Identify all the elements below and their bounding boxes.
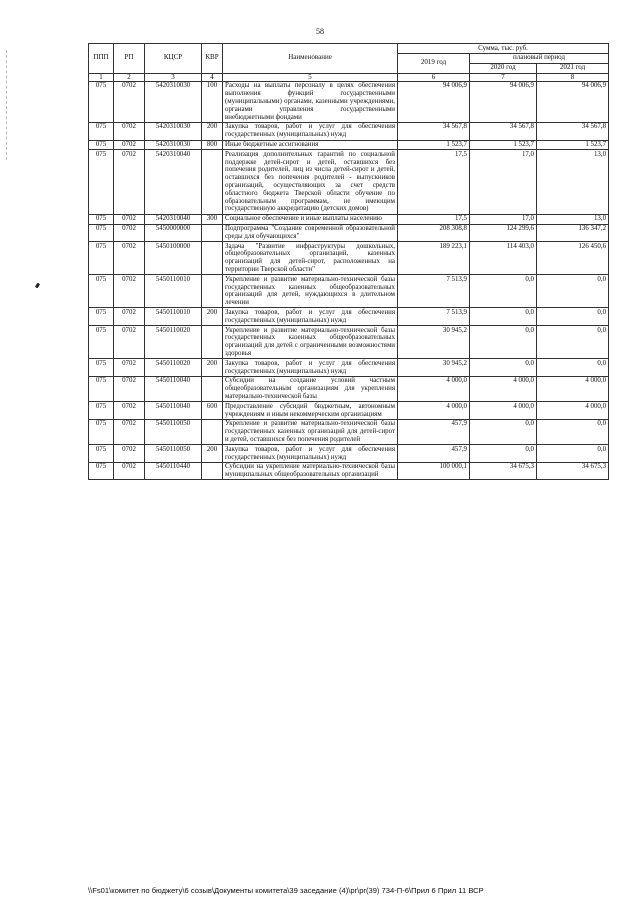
cell-2021: 4 000,0 [537,376,609,401]
cell-name: Социальное обеспечение и иные выплаты населению [223,214,398,224]
cell-rp: 0702 [114,359,145,377]
cell-2021: 13,0 [537,214,609,224]
cell-kvr: 100 [202,81,223,122]
cell-kvr [202,326,223,359]
header-rp: РП [114,44,145,74]
cell-2019: 30 945,2 [398,326,470,359]
cell-rp: 0702 [114,445,145,463]
cell-rp: 0702 [114,224,145,242]
cell-ppp: 075 [89,242,114,275]
cell-ppp: 075 [89,445,114,463]
cell-2019: 17,5 [398,214,470,224]
binding-margin-marks [6,50,11,160]
cell-2019: 30 945,2 [398,359,470,377]
cell-kvr: 800 [202,140,223,150]
cell-kvr: 200 [202,308,223,326]
cell-2020: 0,0 [470,359,537,377]
cell-kcsr: 5450110050 [145,419,202,444]
header-plan-period: плановый период [470,53,609,63]
cell-2019: 189 223,1 [398,242,470,275]
table-row [89,402,609,420]
cell-2020: 0,0 [470,275,537,308]
table-row [89,81,609,122]
cell-2019: 7 513,9 [398,275,470,308]
cell-rp: 0702 [114,326,145,359]
cell-2019: 1 523,7 [398,140,470,150]
cell-rp: 0702 [114,122,145,140]
column-index: 3 [145,73,202,81]
cell-2021: 126 450,6 [537,242,609,275]
table-row [89,445,609,463]
header-name: Наименование [223,44,398,74]
cell-kvr: 600 [202,402,223,420]
cell-name: Укрепление и развитие материально-технической базы государственных казенных общеобразовательных организаций для детей с ограниченными возможностями здоровья [223,326,398,359]
cell-2021: 1 523,7 [537,140,609,150]
cell-2019: 34 567,8 [398,122,470,140]
cell-rp: 0702 [114,242,145,275]
cell-2020: 1 523,7 [470,140,537,150]
header-kvr: КВР [202,44,223,74]
table-row [89,308,609,326]
table-row [89,140,609,150]
cell-2021: 0,0 [537,445,609,463]
cell-ppp: 075 [89,214,114,224]
cell-2019: 457,9 [398,419,470,444]
cell-rp: 0702 [114,140,145,150]
cell-rp: 0702 [114,376,145,401]
cell-2020: 0,0 [470,419,537,444]
cell-kcsr: 5420310030 [145,122,202,140]
cell-kvr: 300 [202,214,223,224]
cell-kcsr: 5450110020 [145,326,202,359]
cell-ppp: 075 [89,462,114,480]
cell-kvr [202,376,223,401]
cell-2020: 4 000,0 [470,402,537,420]
cell-2020: 0,0 [470,308,537,326]
cell-kcsr: 5450110020 [145,359,202,377]
footer-file-path: \\Fs01\комитет по бюджету\6 созыв\Документы комитета\39 заседание (4)\pr\pr(39) 734-П-6\Прил 6 Прил 11 ВСР [88,886,484,895]
cell-rp: 0702 [114,308,145,326]
header-year-2019: 2019 год [398,53,470,73]
cell-name: Субсидии на создание условий частным общеобразовательным организациям для укрепления материально-технической базы [223,376,398,401]
cell-ppp: 075 [89,122,114,140]
cell-kvr [202,419,223,444]
cell-name: Закупка товаров, работ и услуг для обеспечения государственных (муниципальных) нужд [223,445,398,463]
cell-kvr [202,224,223,242]
table-row [89,122,609,140]
cell-ppp: 075 [89,402,114,420]
cell-kvr: 200 [202,122,223,140]
cell-2019: 100 000,1 [398,462,470,480]
cell-2019: 457,9 [398,445,470,463]
table-row [89,224,609,242]
cell-name: Субсидии на укрепление материально-технической базы муниципальных общеобразовательных организаций [223,462,398,480]
cell-2020: 0,0 [470,445,537,463]
cell-kvr [202,462,223,480]
cell-kcsr: 5450100000 [145,242,202,275]
cell-name: Подпрограмма "Создание современной образовательной среды для обучающихся" [223,224,398,242]
cell-rp: 0702 [114,275,145,308]
cell-2019: 208 308,8 [398,224,470,242]
cell-kcsr: 5450110440 [145,462,202,480]
cell-2021: 0,0 [537,275,609,308]
column-index: 1 [89,73,114,81]
header-year-2020: 2020 год [470,63,537,73]
table-row [89,359,609,377]
cell-kvr [202,150,223,214]
table-row [89,242,609,275]
cell-2021: 0,0 [537,419,609,444]
cell-ppp: 075 [89,359,114,377]
cell-kcsr: 5420310040 [145,150,202,214]
cell-name: Укрепление и развитие материально-технической базы государственных казенных организаций для детей-сирот и детей, оставшихся без попечения родителей [223,419,398,444]
cell-2020: 94 006,9 [470,81,537,122]
cell-kvr: 200 [202,359,223,377]
cell-name: Реализация дополнительных гарантий по социальной поддержке детей-сирот и детей, оставшихся без попечения родителей, лиц из числа детей-сирот и детей, оставшихся без попечения родителей - выпускников организаций, осуществляющих за счет средств областного бюджета Тверской области обучение по образовательным программам, не имеющим государственную аккредитацию (детских домов) [223,150,398,214]
cell-ppp: 075 [89,224,114,242]
table-row [89,275,609,308]
cell-kcsr: 5420310030 [145,140,202,150]
cell-2021: 13,0 [537,150,609,214]
cell-2021: 4 000,0 [537,402,609,420]
cell-2021: 94 006,9 [537,81,609,122]
column-index: 2 [114,73,145,81]
column-index: 5 [223,73,398,81]
cell-2021: 34 567,8 [537,122,609,140]
cell-name: Закупка товаров, работ и услуг для обеспечения государственных (муниципальных) нужд [223,122,398,140]
cell-2019: 4 000,0 [398,376,470,401]
table-row [89,462,609,480]
cell-ppp: 075 [89,140,114,150]
cell-2019: 17,5 [398,150,470,214]
cell-ppp: 075 [89,419,114,444]
cell-ppp: 075 [89,308,114,326]
cell-name: Иные бюджетные ассигнования [223,140,398,150]
cell-2019: 4 000,0 [398,402,470,420]
cell-name: Предоставление субсидий бюджетным, автономным учреждениям и иным некоммерческим организациям [223,402,398,420]
header-year-2021: 2021 год [537,63,609,73]
column-index: 6 [398,73,470,81]
header-kcsr: КЦСР [145,44,202,74]
header-sum: Сумма, тыс. руб. [398,44,609,54]
cell-ppp: 075 [89,326,114,359]
cell-2020: 17,0 [470,150,537,214]
cell-2020: 114 403,0 [470,242,537,275]
cell-kvr [202,275,223,308]
cell-rp: 0702 [114,81,145,122]
column-index: 7 [470,73,537,81]
cell-kcsr: 5450110010 [145,275,202,308]
cell-name: Задача "Развитие инфраструктуры дошкольных, общеобразовательных организаций, казенных организаций для детей-сирот, расположенных на территории Тверской области" [223,242,398,275]
cell-2020: 4 000,0 [470,376,537,401]
cell-2021: 34 675,3 [537,462,609,480]
cell-ppp: 075 [89,376,114,401]
ink-mark [35,283,40,289]
cell-2021: 0,0 [537,308,609,326]
column-index: 4 [202,73,223,81]
header-ppp: ППП [89,44,114,74]
budget-table [88,43,609,480]
table-row [89,419,609,444]
cell-2020: 34 675,3 [470,462,537,480]
cell-rp: 0702 [114,214,145,224]
cell-2019: 7 513,9 [398,308,470,326]
cell-kvr [202,242,223,275]
cell-kcsr: 5450110040 [145,376,202,401]
cell-kcsr: 5420310030 [145,81,202,122]
page-number: 58 [316,27,324,36]
cell-kcsr: 5450110040 [145,402,202,420]
column-index-row [89,73,609,81]
table-row [89,376,609,401]
cell-name: Закупка товаров, работ и услуг для обеспечения государственных (муниципальных) нужд [223,359,398,377]
cell-name: Укрепление и развитие материально-технической базы государственных казенных общеобразовательных организаций для детей, нуждающихся в длительном лечении [223,275,398,308]
cell-ppp: 075 [89,150,114,214]
cell-kcsr: 5420310040 [145,214,202,224]
column-index: 8 [537,73,609,81]
cell-ppp: 075 [89,275,114,308]
cell-2020: 34 567,8 [470,122,537,140]
cell-2020: 124 299,6 [470,224,537,242]
cell-rp: 0702 [114,150,145,214]
cell-rp: 0702 [114,419,145,444]
cell-ppp: 075 [89,81,114,122]
cell-rp: 0702 [114,462,145,480]
cell-2019: 94 006,9 [398,81,470,122]
cell-kcsr: 5450000000 [145,224,202,242]
cell-rp: 0702 [114,402,145,420]
table-row [89,150,609,214]
cell-kcsr: 5450110050 [145,445,202,463]
cell-2021: 0,0 [537,326,609,359]
cell-kcsr: 5450110010 [145,308,202,326]
cell-2020: 0,0 [470,326,537,359]
cell-name: Расходы на выплаты персоналу в целях обеспечения выполнения функций государственными (муниципальными) органами, казенными учреждениями, органами управления государственными внебюджетными фондами [223,81,398,122]
cell-2020: 17,0 [470,214,537,224]
cell-2021: 0,0 [537,359,609,377]
table-row [89,214,609,224]
cell-name: Закупка товаров, работ и услуг для обеспечения государственных (муниципальных) нужд [223,308,398,326]
cell-kvr: 200 [202,445,223,463]
table-row [89,326,609,359]
cell-2021: 136 347,2 [537,224,609,242]
